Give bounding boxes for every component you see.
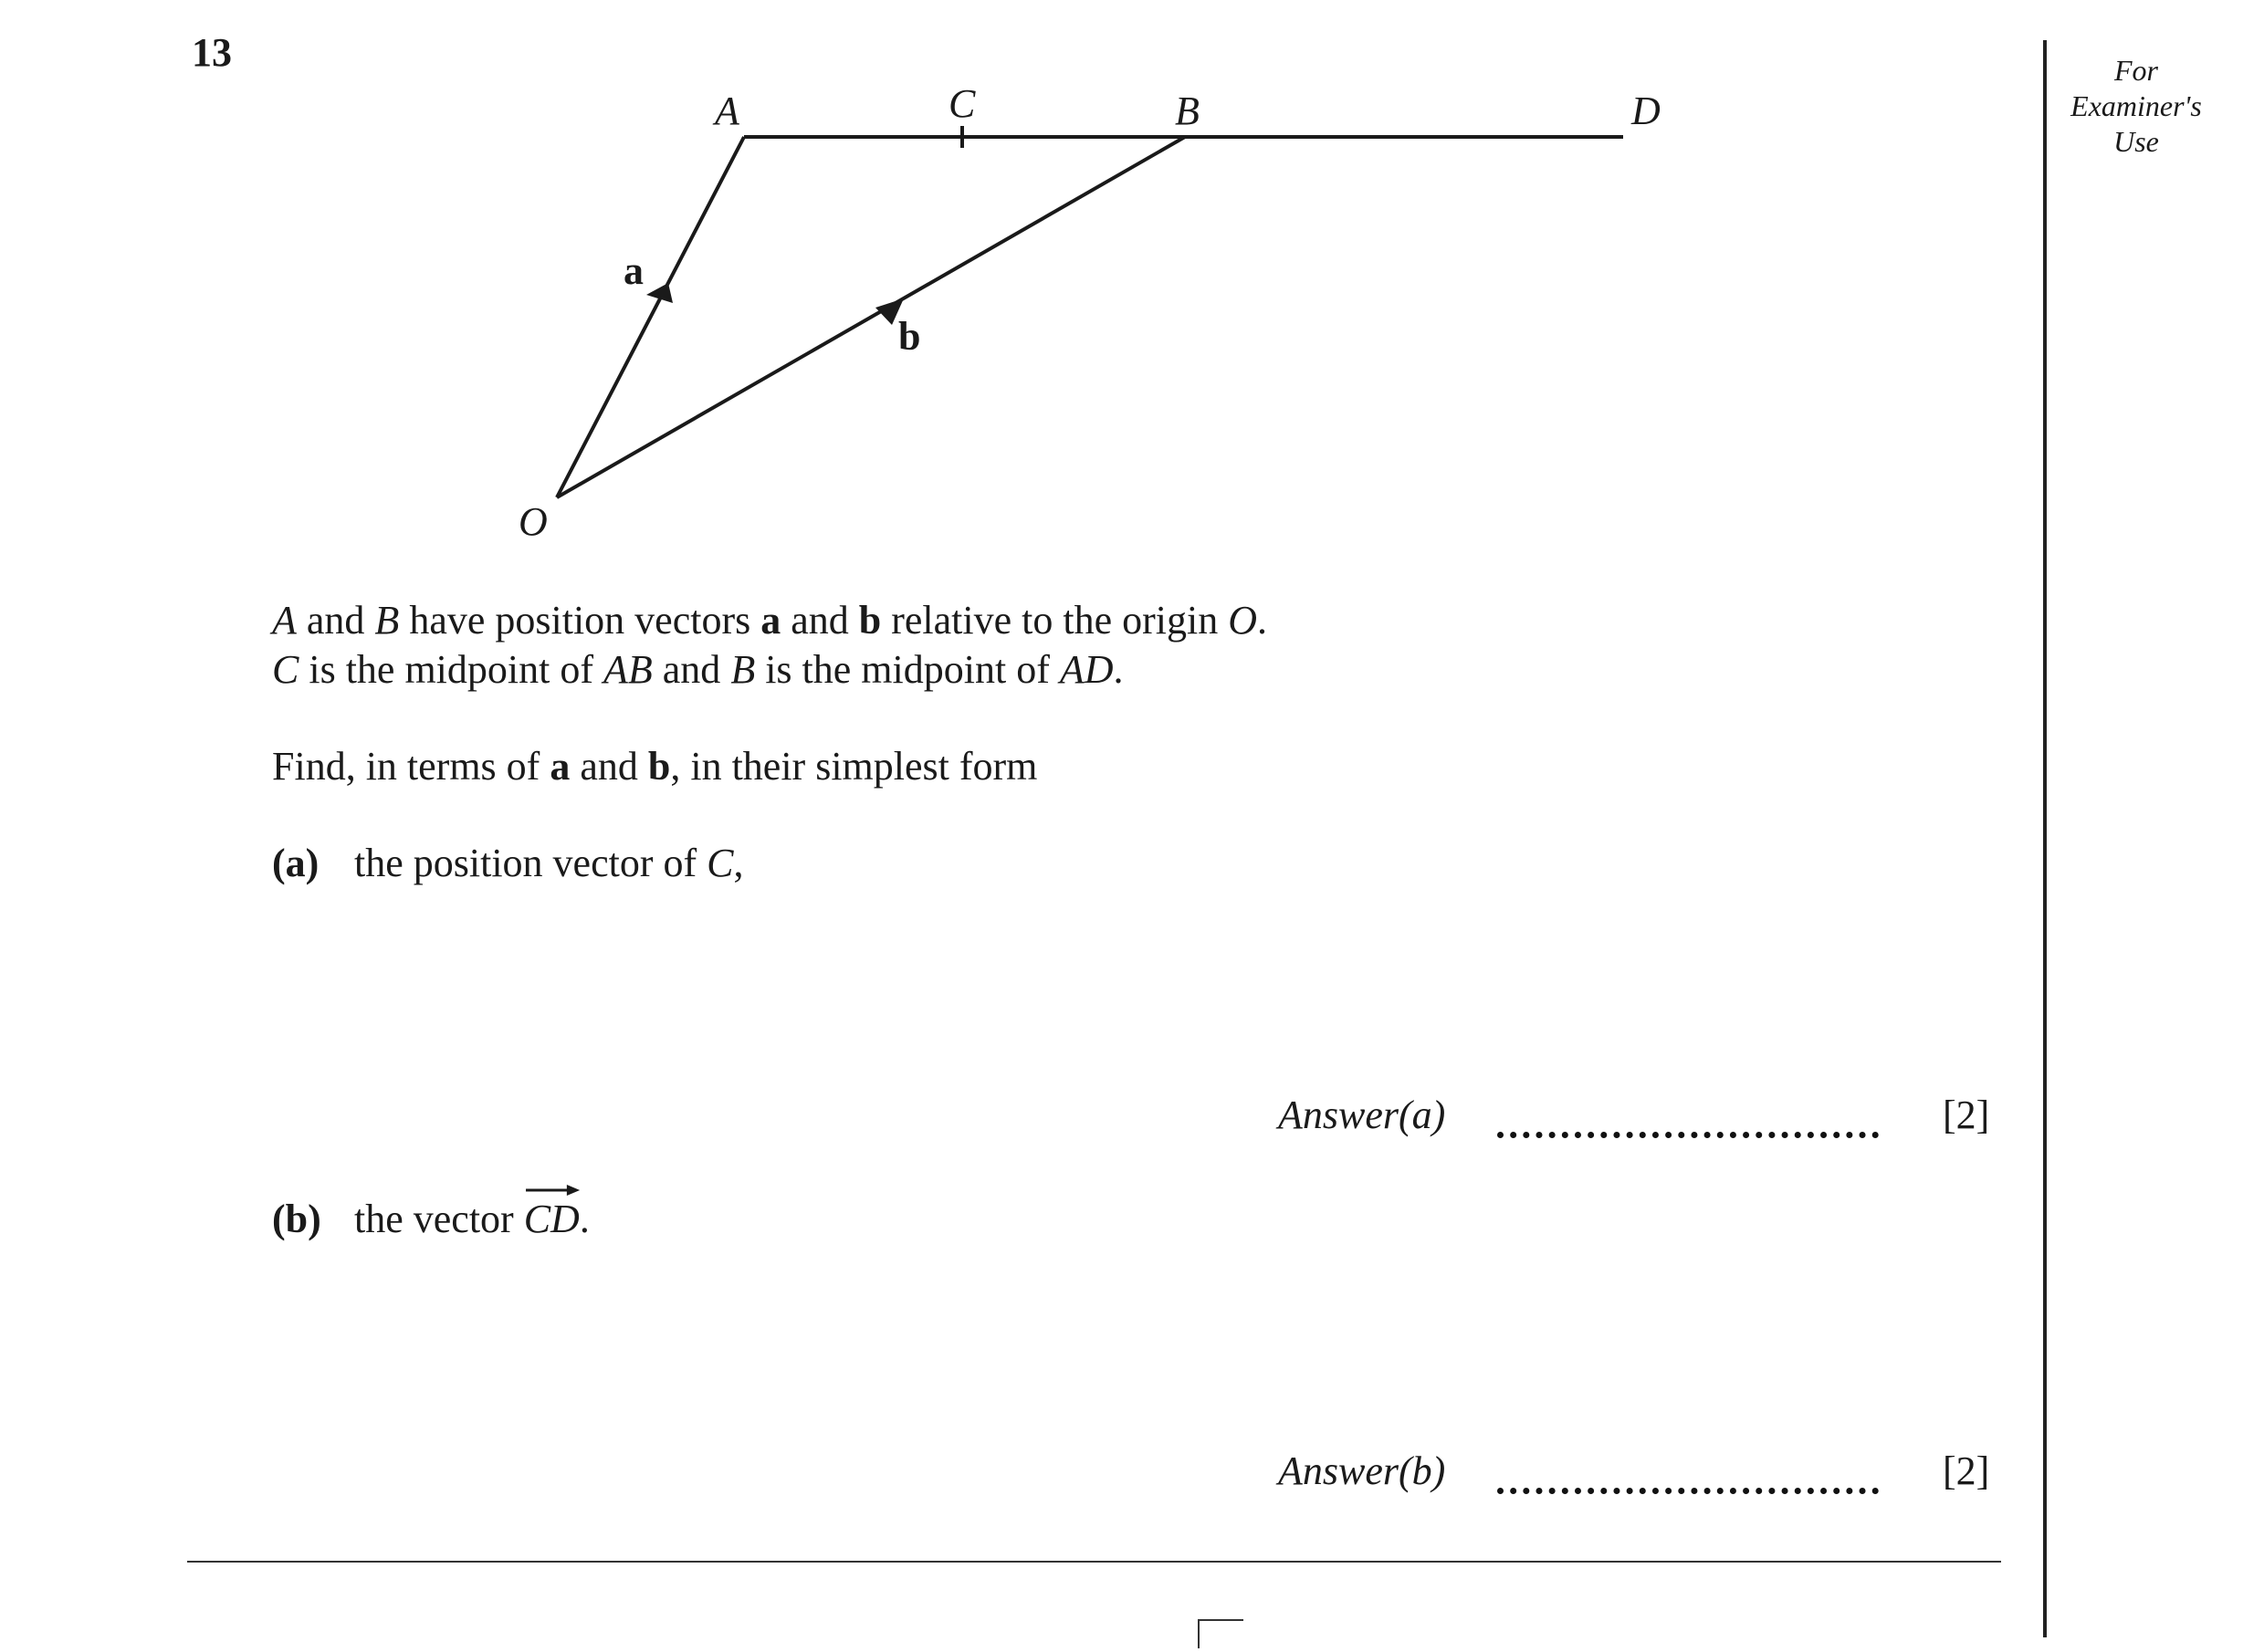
var-C: C [272, 647, 299, 692]
answer-b-label: Answer(b) [1278, 1448, 1446, 1493]
var-B: B [374, 598, 400, 643]
text: is the midpoint of [299, 647, 604, 692]
var-A: A [272, 598, 297, 643]
vec-b: b [647, 744, 671, 789]
text: and [781, 598, 859, 643]
text: . [579, 1197, 590, 1241]
vector-CD [524, 1196, 580, 1242]
var-O: O [1228, 598, 1258, 643]
answer-a-field[interactable] [1497, 1132, 1879, 1138]
text: is the midpoint of [755, 647, 1060, 692]
question-number: 13 [192, 30, 232, 75]
examiner-line-3: Use [2113, 125, 2159, 158]
text: . [1257, 598, 1268, 643]
part-a-text [354, 840, 744, 886]
bottom-rule [187, 1561, 2001, 1563]
text: , [733, 841, 744, 885]
vector-arrow-icon [524, 1183, 580, 1199]
text: the position vector of [354, 841, 708, 885]
var-B: B [730, 647, 756, 692]
label-O: O [519, 499, 548, 544]
text: relative to the origin [881, 598, 1229, 643]
label-A: A [715, 89, 739, 133]
vec-b: b [858, 598, 882, 643]
marks-a: [2] [1943, 1093, 1990, 1137]
var-CD: CD [523, 1197, 580, 1241]
examiner-line-2: Examiner's [2070, 89, 2202, 122]
text: the vector [354, 1197, 524, 1241]
answer-a-label: Answer(a) [1278, 1093, 1446, 1137]
vector-diagram [0, 0, 2264, 584]
part-b-text [354, 1196, 590, 1242]
vec-a: a [550, 744, 571, 789]
label-C: C [949, 81, 976, 126]
stem-line-1 [272, 597, 1267, 643]
label-vector-b: b [898, 314, 921, 359]
answer-b-field[interactable] [1497, 1488, 1879, 1494]
text: and [296, 598, 375, 643]
var-AD: AD [1059, 647, 1114, 692]
part-b-label: (b) [272, 1197, 321, 1241]
var-AB: AB [603, 647, 653, 692]
stem-line-2 [272, 646, 1124, 693]
marks-b: [2] [1943, 1448, 1990, 1493]
text: have position vectors [399, 598, 761, 643]
text: . [1113, 647, 1124, 692]
label-D: D [1631, 89, 1661, 133]
part-a-label: (a) [272, 841, 320, 885]
text: Find, in terms of [272, 744, 550, 789]
text: and [652, 647, 731, 692]
label-B: B [1175, 89, 1200, 133]
var-C: C [707, 841, 734, 885]
text: , in their simplest form [670, 744, 1038, 789]
label-vector-a: a [624, 248, 644, 293]
stem-instruction [272, 743, 1037, 789]
vec-a: a [760, 598, 781, 643]
page-corner-mark [1198, 1619, 1243, 1648]
text: and [570, 744, 648, 789]
examiner-line-1: For [2114, 54, 2158, 87]
